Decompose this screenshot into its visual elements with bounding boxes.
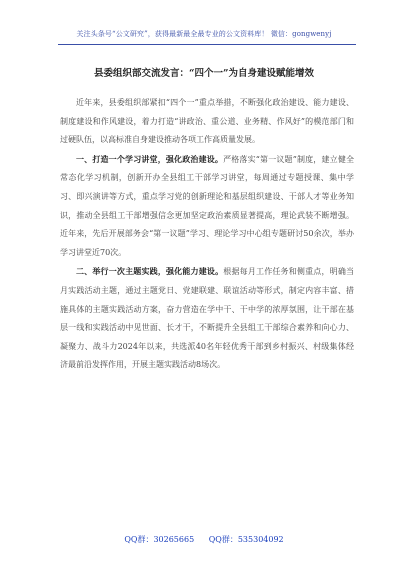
footer-qq-group-1: QQ群：30265665 (124, 535, 195, 544)
section-paragraph-2 (60, 262, 354, 375)
section-paragraph-1 (60, 150, 354, 263)
section-heading-2: 二、举行一次主题实践，强化能力建设。 (76, 266, 224, 277)
intro-paragraph: 近年来，县委组织部紧扣“四个一”重点举措，不断强化政治建设、能力建设、制度建设和作风建设，着力打造“讲政治、重公道、业务精、作风好”的模范部门和过硬队伍，以高标准自身建设推动各项工作高质量发展。 (60, 98, 354, 145)
footer-contacts (0, 535, 408, 545)
document-title: 县委组织部交流发言：“四个一”为自身建设赋能增效 (94, 68, 314, 79)
section-heading-1: 一、打造一个学习讲堂，强化政治建设。 (76, 153, 224, 164)
header-banner: 关注头条号“公文研究”，获得最新最全最专业的公文资料库！ 微信：gongwenyj (76, 30, 332, 38)
header-divider (58, 44, 356, 45)
footer-qq-group-2: QQ群：535304092 (208, 535, 284, 544)
section-text-1: 严格落实“第一议题”制度，建立健全常态化学习机制，创新开办全县组工干部学习讲堂，每周通过专题授课、集中学习、即兴演讲等方式，重点学习党的创新理论和基层组织建设、干部人才等业务知识，推动全县组工干部增强信念更加坚定政治素质显著提高，理论武装不断增强。近年来，先后开展部务会“第一议题”学习、理论学习中心组专题研讨50余次，举办学习讲堂近70次。 (60, 154, 354, 257)
document-body (60, 94, 354, 375)
section-text-2: 根据每月工作任务和侧重点，明确当月实践活动主题，通过主题党日、党建联建、联谊活动等形式，制定内容丰富、措施具体的主题实践活动方案，奋力营造在学中干、干中学的浓厚氛围，让干部在基层一线和实践活动中见世面、长才干，不断提升全县组工干部综合素养和向心力、凝聚力、战斗力2024年以来，共选派40名年轻优秀干部到乡村振兴、村级集体经济最前沿发挥作用，开展主题实践活动8场次。 (60, 267, 355, 370)
